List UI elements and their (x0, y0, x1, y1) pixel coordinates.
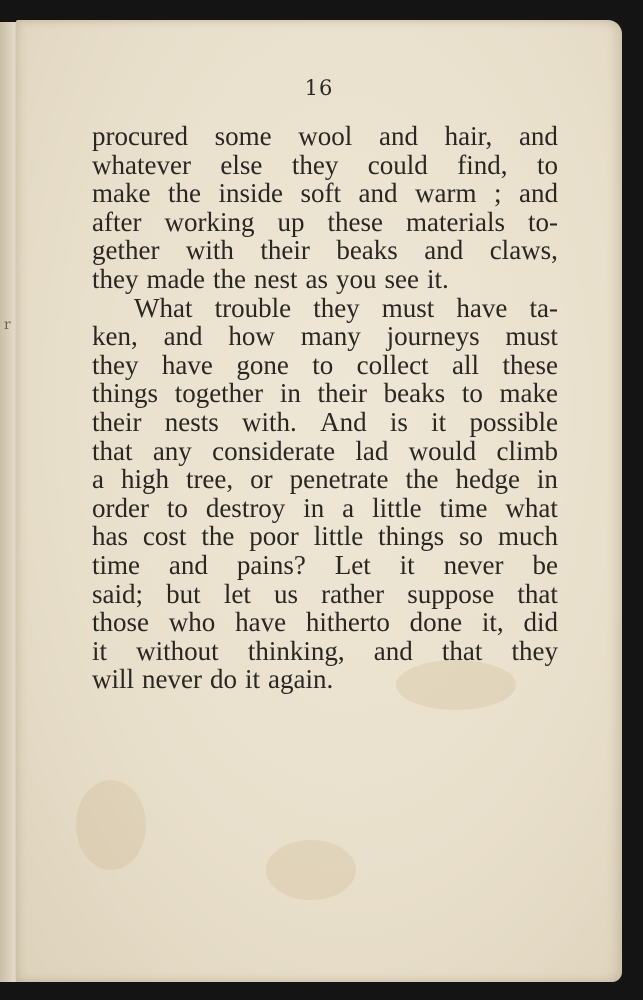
word: What (134, 292, 193, 323)
word: they (313, 292, 360, 323)
word: ; (493, 178, 502, 209)
text-line (92, 179, 558, 208)
word: to (166, 492, 188, 523)
text-line (92, 551, 558, 580)
word: things (92, 378, 159, 409)
word: any (152, 435, 192, 466)
word: inside (218, 178, 283, 209)
word: the (405, 464, 439, 495)
word: would (408, 435, 477, 466)
word: said; (92, 578, 143, 609)
word: materials (406, 206, 505, 237)
word: their (260, 235, 310, 266)
page-number: 16 (304, 76, 334, 100)
word: many (300, 321, 361, 352)
word: could (367, 149, 428, 180)
text-line (92, 379, 558, 408)
word: thinking, (247, 635, 345, 666)
word: it (399, 549, 415, 580)
word: that (92, 435, 133, 466)
word: and (358, 178, 398, 209)
word: the (212, 263, 246, 294)
word: and (163, 321, 203, 352)
word: ta- (529, 292, 558, 323)
word: warm (414, 178, 477, 209)
word: gether (92, 235, 160, 266)
word: it, (481, 607, 504, 638)
text-line (92, 351, 558, 380)
word: is (389, 406, 408, 437)
word: have (235, 607, 287, 638)
word: gone (236, 349, 289, 380)
word: to- (527, 206, 558, 237)
word: tree, (185, 464, 234, 495)
word: see (384, 263, 419, 294)
text-line (92, 465, 558, 494)
word: in (303, 492, 325, 523)
word: working (164, 206, 255, 237)
word: much (497, 521, 558, 552)
text-line (92, 437, 558, 466)
word: to (536, 149, 558, 180)
word: with. (242, 406, 297, 437)
word: make (92, 178, 151, 209)
word: pains? (236, 549, 306, 580)
word: find, (457, 149, 508, 180)
book-page (16, 20, 622, 982)
text-line (92, 608, 558, 637)
word: it (244, 664, 260, 695)
word: journeys (386, 321, 480, 352)
word: hair, (444, 121, 493, 151)
word: have (161, 349, 213, 380)
word: time (439, 492, 488, 523)
text-line (92, 236, 558, 265)
word: little (372, 492, 422, 523)
word: and (168, 549, 208, 580)
word: their (92, 406, 142, 437)
word: order (92, 492, 149, 523)
text-line (92, 522, 558, 551)
word: they (92, 349, 139, 380)
word: as (305, 263, 328, 294)
word: have (456, 292, 508, 323)
word: it (431, 406, 447, 437)
word: ken, (92, 321, 138, 352)
word: so (459, 521, 484, 552)
word: and (378, 121, 418, 151)
text-line (92, 665, 558, 694)
word: beaks (383, 378, 446, 409)
word: but (166, 578, 201, 609)
word: these (502, 349, 558, 380)
word: in (279, 378, 301, 409)
word: it (92, 635, 108, 666)
word: they (92, 263, 139, 294)
word: how (228, 321, 275, 352)
word: to (312, 349, 334, 380)
word: they (511, 635, 558, 666)
word: up (277, 206, 305, 237)
word: and (518, 178, 558, 209)
word: will (92, 664, 135, 695)
word: some (214, 121, 272, 151)
word: they (291, 149, 339, 180)
word: all (452, 349, 480, 380)
word: or (250, 464, 273, 495)
word: to (461, 378, 483, 409)
word: high (120, 464, 169, 495)
word: rather (321, 578, 385, 609)
text-line (92, 151, 558, 180)
word: never (142, 664, 202, 695)
word: the (201, 521, 235, 552)
word: nests (164, 406, 219, 437)
word: did (523, 607, 558, 638)
word: together (174, 378, 264, 409)
word: make (499, 378, 558, 409)
word: and (518, 121, 558, 151)
word: soft (300, 178, 341, 209)
word: whatever (92, 149, 191, 180)
word: a (92, 464, 104, 495)
word: with (185, 235, 234, 266)
word: lad (355, 435, 389, 466)
word: let (223, 578, 251, 609)
word: poor (249, 521, 299, 552)
word: things (378, 521, 445, 552)
word: do (209, 664, 237, 695)
word: little (313, 521, 364, 552)
text-line (92, 322, 558, 351)
word: hedge (455, 464, 520, 495)
text-line (92, 122, 558, 151)
word: nest (253, 263, 298, 294)
text-line (92, 265, 558, 294)
word: time (92, 549, 140, 580)
word: hitherto (305, 607, 390, 638)
word: trouble (214, 292, 292, 323)
text-line (92, 637, 558, 666)
word: it. (426, 263, 449, 294)
body-text (92, 122, 558, 694)
text-line (92, 208, 558, 237)
word: climb (496, 435, 558, 466)
word: be (532, 549, 558, 580)
text-line (92, 580, 558, 609)
word: you (335, 263, 377, 294)
word: penetrate (289, 464, 389, 495)
word: wool (298, 121, 353, 151)
word: suppose (407, 578, 495, 609)
word: must (505, 321, 558, 352)
word: without (136, 635, 219, 666)
foxing-spot (266, 840, 356, 900)
text-line (92, 408, 558, 437)
word: done (409, 607, 463, 638)
word: that (517, 578, 558, 609)
word: again. (268, 664, 334, 695)
word: destroy (205, 492, 286, 523)
word: these (327, 206, 383, 237)
word: considerate (212, 435, 336, 466)
word: beaks (336, 235, 398, 266)
word: who (168, 607, 216, 638)
word: that (441, 635, 483, 666)
foxing-spot (76, 780, 146, 870)
word: collect (356, 349, 429, 380)
word: in (536, 464, 558, 495)
word: those (92, 607, 149, 638)
word: else (220, 149, 263, 180)
word: their (317, 378, 367, 409)
word: cost (142, 521, 187, 552)
word: after (92, 206, 142, 237)
word: the (167, 178, 201, 209)
word: never (443, 549, 504, 580)
word: procured (92, 121, 188, 151)
word: what (505, 492, 558, 523)
word: and (424, 235, 464, 266)
text-line (92, 494, 558, 523)
word: and (373, 635, 413, 666)
word: made (146, 263, 205, 294)
word: a (342, 492, 355, 523)
margin-mark: r (4, 317, 11, 333)
word: claws, (489, 235, 558, 266)
word: has (92, 521, 128, 552)
word: must (381, 292, 435, 323)
word: us (273, 578, 298, 609)
word: Let (334, 549, 371, 580)
word: And (320, 406, 367, 437)
text-line (92, 294, 558, 323)
word: possible (469, 406, 558, 437)
